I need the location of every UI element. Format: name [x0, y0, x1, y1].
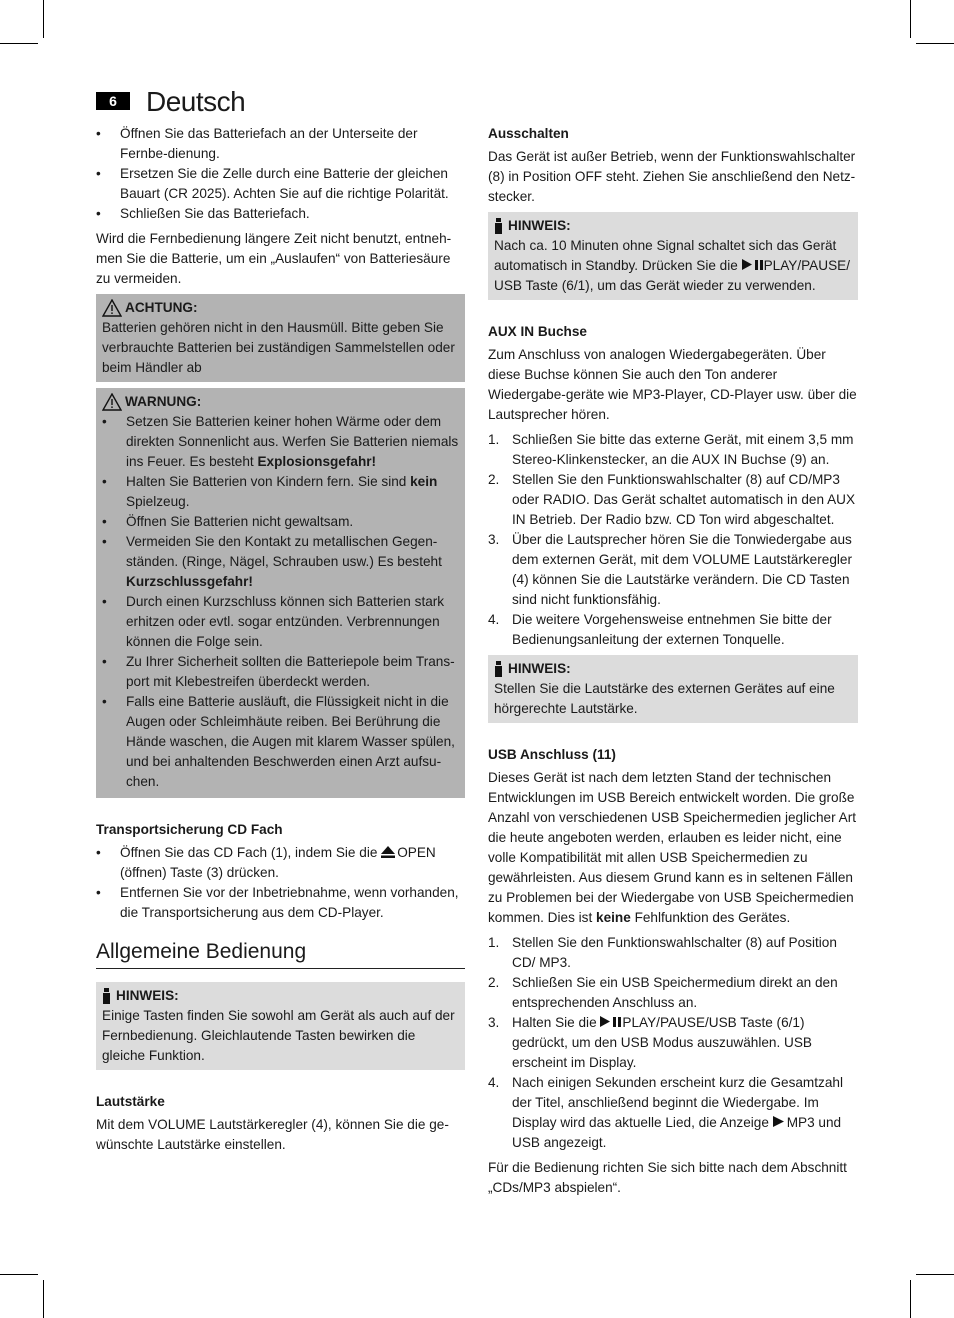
step-text: MP3 und USB angezeigt.	[512, 1115, 842, 1150]
step-number: 3.	[488, 1015, 500, 1030]
step-number: 4.	[488, 1075, 500, 1090]
list-item	[102, 532, 459, 592]
left-column	[96, 124, 465, 1160]
list-item	[488, 470, 858, 530]
hinweis-box	[488, 655, 858, 723]
hinweis-heading	[494, 216, 852, 236]
short-circuit-warning: Kurzschlussgefahr!	[126, 574, 253, 589]
transport-item-text: OPEN (öffnen) Taste (3) drücken.	[120, 845, 436, 880]
usb-steps	[488, 933, 858, 1153]
info-icon	[102, 988, 111, 1004]
aux-text: Zum Anschluss von analogen Wiedergabegeräten. Über diese Buchse können Sie auch den Ton anderer Wiedergabe-geräte wie MP3-Player, CD-Player usw. über die Lautsprecher hören.	[488, 347, 857, 422]
usb-text-part: Fehlfunktion des Gerätes.	[630, 910, 791, 925]
crop-mark	[0, 43, 38, 44]
keine-emphasis: keine	[596, 910, 631, 925]
hinweis-text-part: Nach ca. 10 Minuten ohne Signal schaltet sich das Gerät automatisch in Standby. Drücken Sie die	[494, 238, 837, 273]
step-text: Stellen Sie den Funktionswahlschalter (8) auf CD/MP3 oder RADIO. Das Gerät schaltet automatisch in den AUX IN Betrieb. Der Radio bzw. CD Ton wird abgeschaltet.	[512, 472, 856, 527]
list-item	[488, 530, 858, 610]
hinweis-text: Einige Tasten finden Sie sowohl am Gerät als auch auf der Fernbedienung. Gleichlautende Tasten bewirken die gleiche Funktion.	[102, 1008, 455, 1063]
eject-icon	[381, 846, 395, 858]
list-item	[488, 610, 858, 650]
hinweis-title: HINWEIS:	[508, 661, 571, 676]
crop-mark	[0, 1274, 38, 1275]
step-number: 2.	[488, 975, 500, 990]
achtung-title: ACHTUNG:	[125, 300, 198, 315]
crop-mark	[910, 1280, 911, 1318]
usb-heading: USB Anschluss (11)	[488, 747, 616, 762]
step-text: Halten Sie die	[512, 1015, 601, 1030]
step-text: Schließen Sie ein USB Speichermedium direkt an den entsprechenden Anschluss an.	[512, 975, 838, 1010]
transport-item-text: Öffnen Sie das CD Fach (1), indem Sie die	[120, 845, 382, 860]
hinweis-heading	[494, 659, 852, 679]
achtung-box	[96, 294, 465, 382]
list-item: • Entfernen Sie vor der Inbetriebnahme, wenn vorhanden, die Transportsicherung aus dem CD-Player.	[96, 883, 465, 923]
warnung-item-text: Halten Sie Batterien von Kindern fern. Sie sind	[126, 474, 411, 489]
aux-heading: AUX IN Buchse	[488, 324, 587, 339]
play-pause-icon	[742, 259, 764, 270]
step-number: 1.	[488, 935, 500, 950]
crop-mark	[910, 0, 911, 38]
warnung-item-text: Spielzeug.	[126, 494, 190, 509]
transport-list	[96, 843, 465, 923]
usb-text-part: Dieses Gerät ist nach dem letzten Stand der technischen Entwicklungen im USB Bereich entwickelt worden. Die große Anzahl von verschiedenen USB Speichermedien jeglicher Art die heute angeboten werden, erlauben es leider nicht, eine volle Kompatibilität mit allen USB Speichermedien zu gewährleisten. Aus diesem Grund kann es in seltenen Fällen zu Problemen bei der Wiedergabe von USB Speichermedien kommen. Dies ist	[488, 770, 856, 925]
language-title: Deutsch	[146, 86, 246, 117]
warnung-list	[102, 412, 459, 792]
ausschalten-heading: Ausschalten	[488, 126, 569, 141]
kein-emphasis: kein	[410, 474, 438, 489]
section-title-allgemeine: Allgemeine Bedienung	[96, 938, 465, 969]
list-item	[102, 412, 459, 472]
step-text: Schließen Sie bitte das externe Gerät, mit einem 3,5 mm Stereo-Klinkenstecker, an die AUX IN Buchse (9) an.	[512, 432, 854, 467]
right-column	[488, 124, 858, 1203]
crop-mark	[916, 43, 954, 44]
intro-paragraph: Wird die Fernbedienung längere Zeit nicht benutzt, entneh-men Sie die Batterie, um ein „Auslaufen“ von Batteriesäure zu vermeiden.	[96, 231, 452, 286]
hinweis-text	[494, 236, 852, 296]
list-item: • Zu Ihrer Sicherheit sollten die Batteriepole beim Trans-port mit Klebestreifen überdeckt werden.	[102, 652, 459, 692]
ausschalten-text: Das Gerät ist außer Betrieb, wenn der Funktionswahlschalter (8) in Position OFF steht. Ziehen Sie anschließend den Netz-stecker.	[488, 149, 856, 204]
step-text: Über die Lautsprecher hören Sie die Tonwiedergabe aus dem externen Gerät, mit dem VOLUME Lautstärkeregler (4) können Sie die Lautstärke verändern. Die CD Tasten sind nicht funktionsfähig.	[512, 532, 852, 607]
crop-mark	[43, 0, 44, 38]
hinweis-text-part: PLAY/PAUSE/ USB Taste (6/1), um das Gerät wieder zu verwenden.	[494, 258, 850, 293]
lautstaerke-text: Mit dem VOLUME Lautstärkeregler (4), können Sie die ge-wünschte Lautstärke einstellen.	[96, 1117, 449, 1152]
crop-mark	[43, 1280, 44, 1318]
hinweis-heading	[102, 986, 459, 1006]
lautstaerke-heading: Lautstärke	[96, 1094, 165, 1109]
explosion-warning: Explosionsgefahr!	[257, 454, 377, 469]
list-item: • Schließen Sie das Batteriefach.	[96, 204, 465, 224]
transport-heading: Transportsicherung CD Fach	[96, 822, 283, 837]
play-icon	[773, 1116, 785, 1127]
list-item	[488, 973, 858, 1013]
usb-closing: Für die Bedienung richten Sie sich bitte nach dem Abschnitt „CDs/MP3 abspielen“.	[488, 1160, 847, 1195]
list-item: • Durch einen Kurzschluss können sich Batterien stark erhitzen oder evtl. sogar entzünden. Verbrennungen können die Folge sein.	[102, 592, 459, 652]
step-number: 4.	[488, 612, 500, 627]
battery-bullet-list	[96, 124, 465, 224]
list-item: • Öffnen Sie Batterien nicht gewaltsam.	[102, 512, 459, 532]
step-text: PLAY/PAUSE/USB Taste (6/1) gedrückt, um den USB Modus auszuwählen. USB erscheint im Display.	[512, 1015, 812, 1070]
hinweis-box	[488, 212, 858, 300]
usb-text	[488, 768, 858, 928]
aux-steps	[488, 430, 858, 650]
hinweis-box	[96, 982, 465, 1070]
warnung-item-text: Setzen Sie Batterien keiner hohen Wärme oder dem direkten Sonnenlicht aus. Werfen Sie Batterien niemals ins Feuer. Es besteht	[126, 414, 459, 469]
play-pause-icon	[600, 1016, 622, 1027]
list-item: • Falls eine Batterie ausläuft, die Flüssigkeit nicht in die Augen oder Schleimhäute reiben. Bei Berührung die Hände waschen, die Augen mit klarem Wasser spülen, und bei anhaltenden Beschwerden einen Arzt aufsu-chen.	[102, 692, 459, 792]
hinweis-title: HINWEIS:	[116, 988, 179, 1003]
warnung-item-text: Vermeiden Sie den Kontakt zu metallischen Gegen-ständen. (Ringe, Nägel, Schrauben usw.) Es besteht	[126, 534, 442, 569]
achtung-text: Batterien gehören nicht in den Hausmüll. Bitte geben Sie verbrauchte Batterien bei zuständigen Sammelstellen oder beim Händler ab	[102, 320, 455, 375]
list-item	[488, 1073, 858, 1153]
warnung-title: WARNUNG:	[125, 394, 202, 409]
info-icon	[494, 661, 503, 677]
step-text: Nach einigen Sekunden erscheint kurz die Gesamtzahl der Titel, anschließend beginnt die Wiedergabe. Im Display wird das aktuelle Lied, die Anzeige	[512, 1075, 843, 1130]
warnung-box	[96, 388, 465, 798]
warnung-heading	[102, 392, 459, 412]
list-item	[96, 843, 465, 883]
list-item	[488, 430, 858, 470]
crop-mark	[916, 1274, 954, 1275]
step-number: 3.	[488, 532, 500, 547]
list-item	[488, 933, 858, 973]
step-text: Stellen Sie den Funktionswahlschalter (8) auf Position CD/ MP3.	[512, 935, 837, 970]
list-item: • Öffnen Sie das Batteriefach an der Unterseite der Fernbe-dienung.	[96, 124, 465, 164]
info-icon	[494, 218, 503, 234]
step-text: Die weitere Vorgehensweise entnehmen Sie bitte der Bedienungsanleitung der externen Tonquelle.	[512, 612, 832, 647]
hinweis-title: HINWEIS:	[508, 218, 571, 233]
achtung-heading	[102, 298, 459, 318]
warning-triangle-icon	[102, 299, 122, 317]
hinweis-text: Stellen Sie die Lautstärke des externen Gerätes auf eine hörgerechte Lautstärke.	[494, 681, 835, 716]
list-item: • Ersetzen Sie die Zelle durch eine Batterie der gleichen Bauart (CR 2025). Achten Sie auf die richtige Polarität.	[96, 164, 465, 204]
step-number: 2.	[488, 472, 500, 487]
list-item	[102, 472, 459, 512]
list-item	[488, 1013, 858, 1073]
page-number: 6	[96, 92, 130, 110]
step-number: 1.	[488, 432, 500, 447]
warning-triangle-icon	[102, 393, 122, 411]
